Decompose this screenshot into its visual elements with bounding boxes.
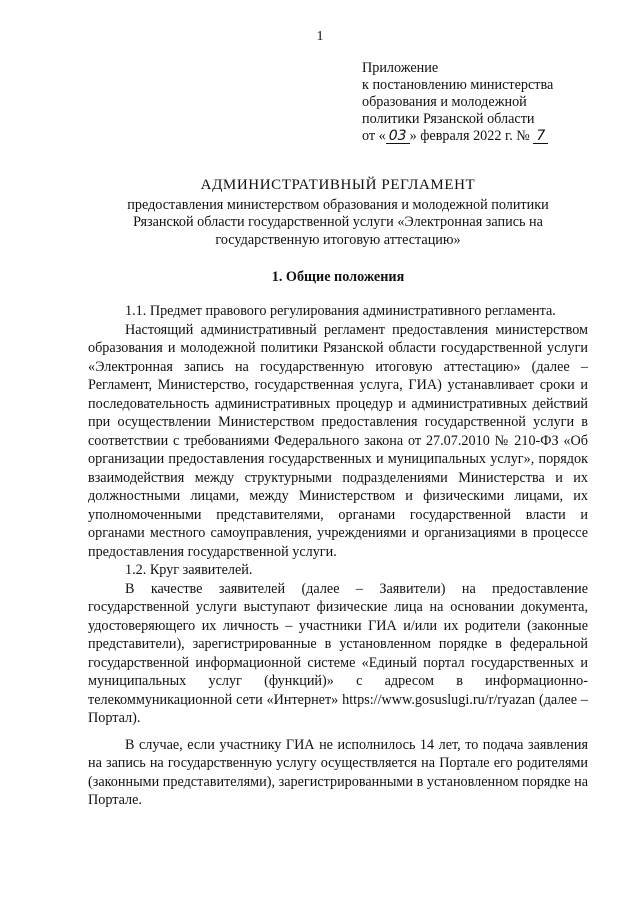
paragraph: 1.1. Предмет правового регулирования административного регламента.	[125, 303, 556, 319]
document-title: АДМИНИСТРАТИВНЫЙ РЕГЛАМЕНТ	[200, 177, 476, 193]
paragraph: Настоящий административный регламент предоставления министерством образования и молодежной политики Рязанской области государственной услуги «Электронная запись на государственную итоговую аттестацию» (далее – Регламент, Министерство, государственная услуга, ГИА) устанавливает сроки и последовательность административных процедур и административных действий при осуществлении Министерством предоставления государственной услуги в соответствии с требованиями Федерального закона от 27.07.2010 № 210-ФЗ «Об организации предоставления государственных и муниципальных услуг», порядок взаимодействия между структурными подразделениями Министерства и их должностными лицами, между Министерством и физическими лицами, их уполномоченными представителями, органами государственной власти и органами местного самоуправления, учреждениями и организациями в процессе предоставления государственной услуги.	[88, 321, 588, 560]
appendix-line: к постановлению министерства	[362, 77, 554, 93]
date-prefix: от «	[362, 128, 386, 144]
title-block	[88, 176, 588, 249]
section-heading: 1. Общие положения	[271, 269, 405, 285]
paragraph: В случае, если участнику ГИА не исполнилось 14 лет, то подача заявления на запись на государственную услугу осуществляется на Портале его родителями (законными представителями), зарегистрированными в установленном порядке на Портале.	[88, 736, 588, 808]
appendix-block	[362, 60, 612, 145]
appendix-line: политики Рязанской области	[362, 111, 535, 127]
title-subline: государственную итоговую аттестацию»	[215, 231, 461, 248]
title-subline: предоставления министерством образования и молодежной политики	[127, 196, 549, 213]
appendix-line: образования и молодежной	[362, 94, 527, 110]
paragraph: В качестве заявителей (далее – Заявители) на предоставление государственной услуги выступают физические лица на основании документа, удостоверяющего их личность – участники ГИА и/или их родители (законные представители), зарегистрированные в установленном порядке в федеральной государственной информационной системе «Единый портал государственных и муниципальных услуг (функций)» с адресом в информационно-телекоммуникационной сети «Интернет» https://www.gosuslugi.ru/r/ryazan (далее – Портал).	[88, 580, 588, 726]
document-body	[88, 302, 588, 810]
appendix-line: Приложение	[362, 60, 439, 76]
title-subline: Рязанской области государственной услуги «Электронная запись на	[133, 214, 543, 230]
handwritten-number: 7	[533, 129, 548, 144]
date-middle: » февраля 2022 г. №	[409, 128, 530, 144]
paragraph: 1.2. Круг заявителей.	[125, 562, 253, 578]
page-number: 1	[316, 29, 324, 44]
handwritten-day: 03	[386, 129, 410, 144]
appendix-date-line	[362, 128, 612, 145]
